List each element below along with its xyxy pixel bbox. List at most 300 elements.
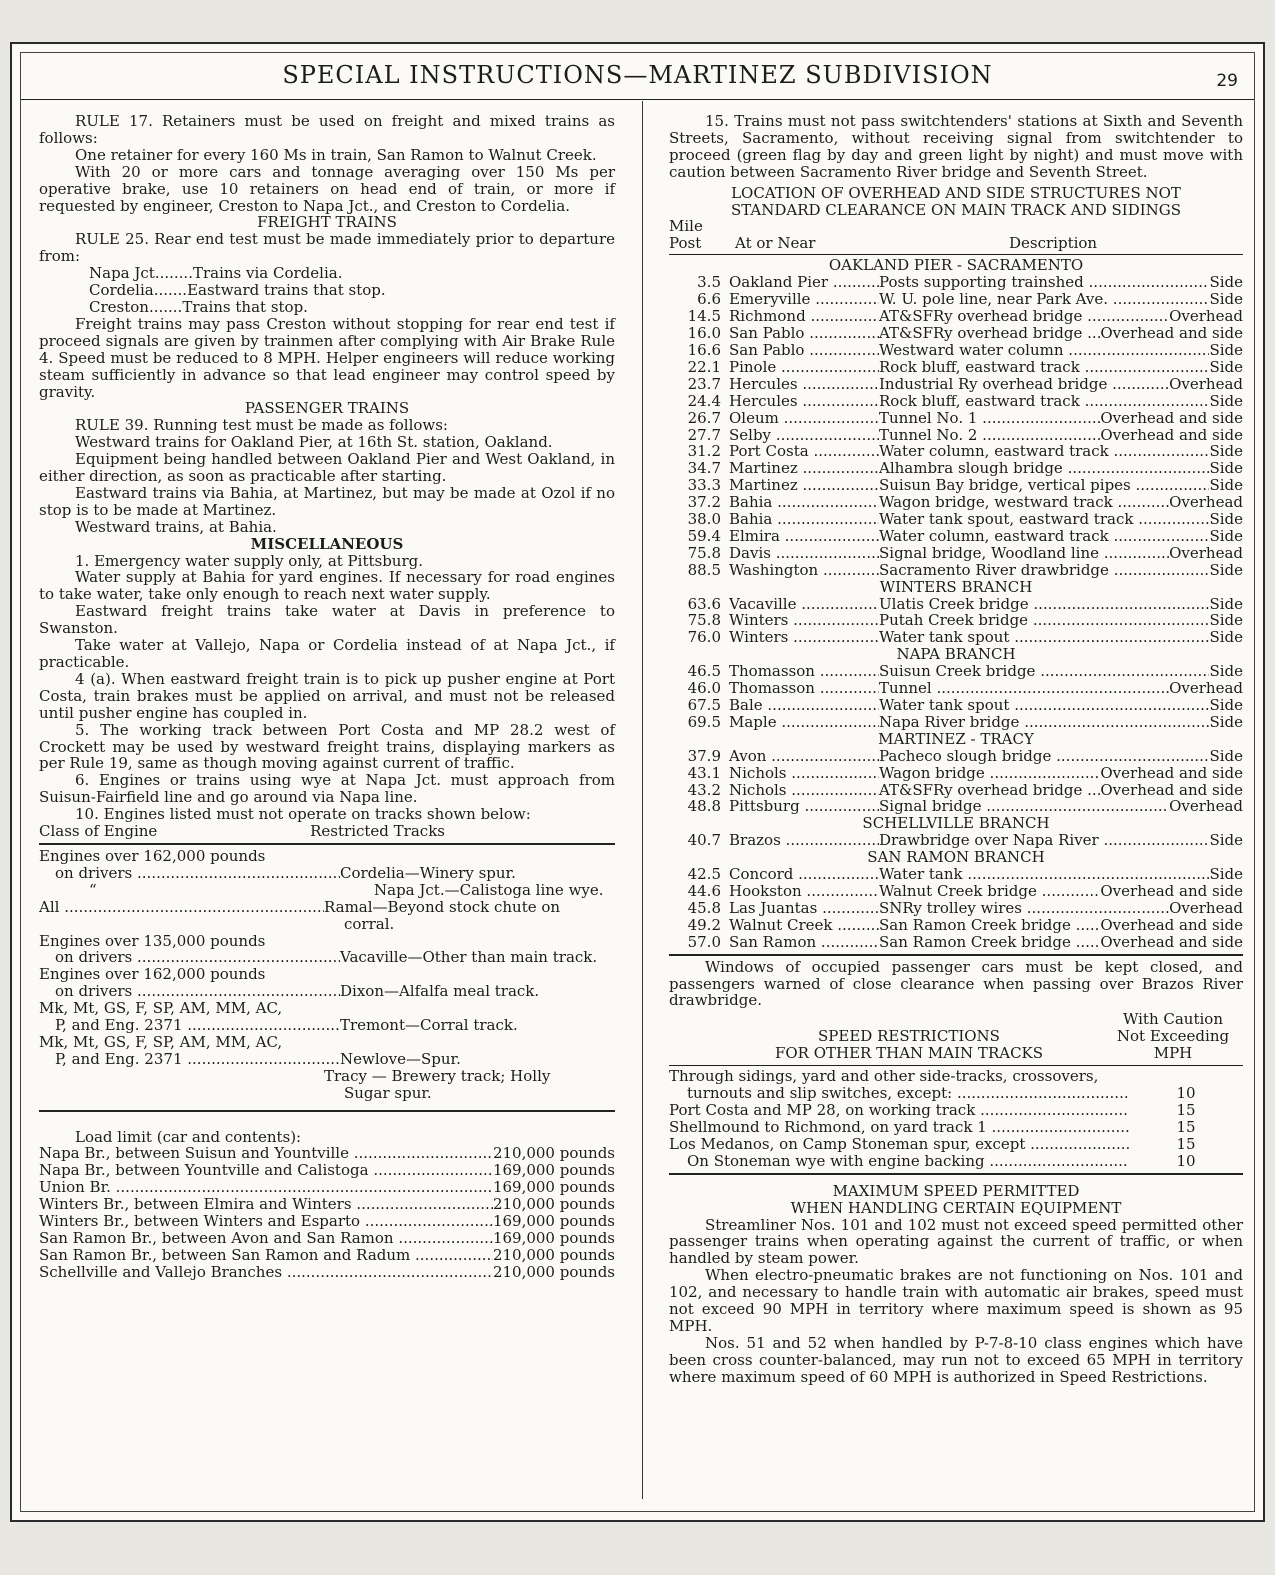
at-or-near: Richmond ..... [729, 308, 879, 325]
clearance-bottom-rule [669, 954, 1243, 956]
clearance-row [669, 274, 1243, 291]
clearance-row [669, 528, 1243, 545]
clearance-row [669, 917, 1243, 934]
engine-table-line [39, 966, 615, 983]
at-or-near: Thomasson ..... [729, 663, 879, 680]
mile-post: 43.1 [687, 764, 721, 782]
clearance-type: Side [1209, 511, 1243, 528]
speed-mph: 15 [1176, 1135, 1196, 1153]
at-or-near: Emeryville ..... [729, 291, 879, 308]
speed-row [669, 1068, 1243, 1085]
at-or-near: Oleum ..... [729, 410, 879, 427]
page-sheet [10, 42, 1265, 1522]
clearance-type: Side [1209, 713, 1243, 731]
clearance-row [669, 697, 1243, 714]
at-or-near: Elmira ..... [729, 528, 879, 545]
engine-table-rule [39, 843, 615, 845]
clearance-type: Overhead and side [1100, 933, 1243, 951]
at-or-near-column-header: At or Near [735, 234, 816, 253]
clearance-type: Overhead [1169, 680, 1243, 697]
structure-description: Posts supporting trainshed ..... [879, 274, 1209, 291]
load-limit-section: San Ramon Br., between San Ramon and Radum ..... [39, 1247, 493, 1264]
speed-restrictions-header [669, 1011, 1243, 1063]
misc-item: 10. Engines listed must not operate on tracks shown below: [75, 805, 531, 824]
max-speed-heading: MAXIMUM SPEED PERMITTED [832, 1181, 1080, 1200]
clearance-row [669, 629, 1243, 646]
structure-description: Water tank spout, eastward track ..... [879, 511, 1209, 528]
clearance-type: Overhead [1169, 899, 1243, 917]
engine-table-row [39, 899, 615, 933]
rule-39-text: Westward trains for Oakland Pier, at 16th St. station, Oakland. [75, 433, 553, 452]
load-limit-section: Union Br. ..... [39, 1179, 493, 1196]
load-limit-row [39, 1196, 615, 1213]
structure-description: Water tank spout ..... [879, 629, 1209, 646]
clearance-type: Side [1209, 443, 1243, 461]
speed-col-header: Not Exceeding [1116, 1027, 1230, 1046]
structure-description: Westward water column ..... [879, 342, 1209, 359]
rule-17-text: One retainer for every 160 Ms in train, San Ramon to Walnut Creek. [75, 145, 597, 164]
mile-post: 14.5 [687, 308, 721, 326]
at-or-near: Bahia ..... [729, 494, 879, 511]
clearance-type: Side [1209, 747, 1243, 765]
max-speed-heading: WHEN HANDLING CERTAIN EQUIPMENT [790, 1198, 1122, 1217]
clearance-heading: STANDARD CLEARANCE ON MAIN TRACK AND SIDINGS [730, 200, 1182, 219]
mile-post: 75.8 [687, 612, 721, 630]
clearance-type: Side [1209, 527, 1243, 545]
engine-table-row [39, 1000, 615, 1034]
load-limit-rule [39, 1110, 615, 1112]
clearance-type: Side [1209, 460, 1243, 478]
load-limit-section: Napa Br., between Yountville and Calistoga ..... [39, 1162, 493, 1179]
engine-class-cell: on drivers ..... [39, 865, 340, 882]
mile-post: 46.5 [687, 663, 721, 681]
description-column-header: Description [1009, 234, 1098, 253]
clearance-row [669, 765, 1243, 782]
page-title: SPECIAL INSTRUCTIONS—MARTINEZ SUBDIVISION [282, 61, 993, 89]
mile-post: 6.6 [697, 291, 721, 309]
speed-location: Through sidings, yard and other side-tracks, crossovers, [669, 1068, 1099, 1086]
clearance-row [669, 663, 1243, 680]
speed-table [669, 1068, 1243, 1169]
page-number: 29 [1216, 71, 1238, 91]
right-column [669, 113, 1243, 1386]
speed-location: On Stoneman wye with engine backing ..... [669, 1153, 1129, 1170]
clearance-type: Side [1209, 629, 1243, 647]
structure-description: Water tank ..... [879, 866, 1209, 883]
structure-description: Alhambra slough bridge ..... [879, 460, 1209, 477]
clearance-row [669, 832, 1243, 849]
structure-description: Industrial Ry overhead bridge ..... [879, 376, 1169, 393]
engine-table-line [39, 1034, 615, 1051]
clearance-row [669, 359, 1243, 376]
at-or-near: Winters ..... [729, 629, 879, 646]
structure-description: Sacramento River drawbridge ..... [879, 562, 1209, 579]
at-or-near: San Pablo ..... [729, 325, 879, 342]
clearance-type: Side [1209, 477, 1243, 495]
rule-25-station: Cordelia [89, 282, 154, 299]
mile-post: 67.5 [687, 697, 721, 714]
mile-post: 57.0 [687, 933, 721, 951]
engine-table-row [39, 933, 615, 967]
structure-description: Ulatis Creek bridge ..... [879, 596, 1209, 613]
mile-post: 31.2 [687, 443, 721, 461]
leader-dots: ....... [148, 298, 183, 316]
clearance-type: Overhead [1169, 308, 1243, 326]
clearance-row [669, 714, 1243, 731]
clearance-heading: LOCATION OF OVERHEAD AND SIDE STRUCTURES NOT [731, 183, 1181, 202]
load-limit-value: 210,000 pounds [492, 1196, 615, 1214]
misc-item: 1. Emergency water supply only, at Pittsburg. [75, 551, 424, 570]
clearance-row [669, 393, 1243, 410]
at-or-near: Nichols ..... [729, 765, 879, 782]
at-or-near: Hookston ..... [729, 883, 879, 900]
restricted-track-cell: Tremont—Corral track. [340, 1017, 518, 1034]
at-or-near: Concord ..... [729, 866, 879, 883]
speed-mph: 15 [1176, 1102, 1196, 1120]
passenger-trains-heading: PASSENGER TRAINS [244, 399, 410, 418]
miscellaneous-block [39, 553, 615, 824]
leader-dots: ....... [153, 282, 188, 299]
engine-class-cell [39, 1085, 324, 1102]
structure-description: Rock bluff, eastward track ..... [879, 393, 1209, 410]
engine-class-cell: Engines over 162,000 pounds [39, 847, 266, 865]
load-limit-value: 210,000 pounds [492, 1246, 615, 1264]
clearance-row [669, 900, 1243, 917]
restricted-tracks-column-header: Restricted Tracks [310, 822, 445, 841]
speed-row [669, 1119, 1243, 1136]
at-or-near: Port Costa ..... [729, 443, 879, 460]
clearance-row [669, 545, 1243, 562]
restricted-track-cell: Sugar spur. [344, 1084, 432, 1102]
at-or-near: Thomasson ..... [729, 680, 879, 697]
engine-class-cell: on drivers ..... [39, 983, 340, 1000]
clearance-row [669, 427, 1243, 444]
engine-class-cell: Engines over 135,000 pounds [39, 932, 266, 950]
engine-class-cell: on drivers ..... [39, 949, 340, 966]
restricted-track-cell: Newlove—Spur. [340, 1050, 461, 1068]
at-or-near: Hercules ..... [729, 376, 879, 393]
clearance-row [669, 460, 1243, 477]
at-or-near: Washington ..... [729, 562, 879, 579]
mile-post: 59.4 [687, 527, 721, 545]
structure-description: Water column, eastward track ..... [879, 528, 1209, 545]
engine-table-line [39, 916, 615, 933]
column-divider [642, 101, 643, 1499]
clearance-row [669, 325, 1243, 342]
mile-post: 42.5 [687, 866, 721, 883]
mile-post: 63.6 [687, 595, 721, 613]
speed-heading: SPEED RESTRICTIONS [818, 1027, 1000, 1046]
clearance-row [669, 748, 1243, 765]
load-limit-heading: Load limit (car and contents): [75, 1127, 302, 1146]
engine-class-cell: P, and Eng. 2371 ..... [39, 1017, 340, 1034]
speed-mph: 10 [1176, 1085, 1196, 1103]
rule-17-heading: RULE 17. Retainers must be used on freight and mixed trains as follows: [39, 112, 615, 147]
clearance-type: Overhead [1169, 375, 1243, 393]
clearance-type: Side [1209, 832, 1243, 850]
misc-item: Eastward freight trains take water at Davis in preference to Swanston. [39, 602, 615, 638]
clearance-row [669, 680, 1243, 697]
at-or-near: Martinez ..... [729, 477, 879, 494]
load-limit-row [39, 1264, 615, 1281]
at-or-near: Pittsburg ..... [729, 798, 879, 815]
structure-description: AT&SFRy overhead bridge ..... [879, 782, 1100, 799]
structure-description: Tunnel No. 2 ..... [879, 427, 1100, 444]
speed-mph: 15 [1176, 1119, 1196, 1136]
clearance-type: Overhead and side [1100, 764, 1243, 782]
structure-description: Suisun Creek bridge ..... [879, 663, 1209, 680]
clearance-row [669, 612, 1243, 629]
structure-description: Putah Creek bridge ..... [879, 612, 1209, 629]
mile-post: 75.8 [687, 544, 721, 562]
clearance-section-heading: NAPA BRANCH [896, 645, 1016, 664]
structure-description: Drawbridge over Napa River ..... [879, 832, 1209, 849]
mile-post: 69.5 [687, 713, 721, 731]
load-limit-value: 210,000 pounds [492, 1263, 615, 1281]
at-or-near: Hercules ..... [729, 393, 879, 410]
rule-25-list [39, 265, 615, 316]
clearance-section-heading: MARTINEZ - TRACY [878, 729, 1034, 748]
at-or-near: Nichols ..... [729, 782, 879, 799]
speed-heading: FOR OTHER THAN MAIN TRACKS [774, 1044, 1044, 1063]
engine-table-line [39, 1017, 615, 1034]
at-or-near: Brazos ..... [729, 832, 879, 849]
speed-col-header: MPH [1153, 1044, 1193, 1063]
clearance-rule [669, 254, 1243, 255]
mile-post: 37.9 [687, 747, 721, 765]
load-limit-value: 169,000 pounds [492, 1162, 615, 1180]
speed-location: Port Costa and MP 28, on working track ..... [669, 1102, 1129, 1119]
restricted-track-cell: Ramal—Beyond stock chute on [324, 898, 561, 916]
rule-17-text: With 20 or more cars and tonnage averaging over 150 Ms per operative brake, use 10 retainers on head end of train, or more if requested by engineer, Creston to Napa Jct., and Creston to Cordelia. [39, 162, 615, 215]
at-or-near: Vacaville ..... [729, 596, 879, 613]
structure-description: Tunnel No. 1 ..... [879, 410, 1100, 427]
speed-location: turnouts and slip switches, except: ..... [669, 1085, 1129, 1102]
structure-description: W. U. pole line, near Park Ave. ..... [879, 291, 1209, 308]
restricted-track-cell: Napa Jct.—Calistoga line wye. [374, 881, 604, 899]
load-limit-section: Napa Br., between Suisun and Yountville ..... [39, 1145, 493, 1162]
rule-25-item [39, 282, 615, 299]
at-or-near: Selby ..... [729, 427, 879, 444]
speed-location: Shellmound to Richmond, on yard track 1 ..... [669, 1119, 1129, 1136]
speed-rule [669, 1065, 1243, 1066]
engine-table-line [39, 1085, 615, 1102]
engine-table-line [39, 1000, 615, 1017]
clearance-row [669, 477, 1243, 494]
mile-post: 46.0 [687, 680, 721, 697]
clearance-section-heading: WINTERS BRANCH [879, 577, 1033, 596]
clearance-type: Overhead and side [1100, 781, 1243, 799]
clearance-type: Side [1209, 358, 1243, 376]
misc-item: 5. The working track between Port Costa and MP 28.2 west of Crockett may be used by westward freight trains, displaying markers as per Rule 19, same as though moving against current of traffic. [39, 720, 615, 773]
windows-note: Windows of occupied passenger cars must be kept closed, and passengers warned of close clearance when passing over Brazos River drawbridge. [669, 957, 1243, 1010]
load-limit-section: Schellville and Vallejo Branches ..... [39, 1264, 493, 1281]
speed-mph: 10 [1176, 1152, 1196, 1170]
engine-class-cell: All ..... [39, 899, 324, 916]
clearance-type: Side [1209, 595, 1243, 613]
engine-table-line [39, 933, 615, 950]
clearance-type: Overhead and side [1100, 882, 1243, 900]
load-limit-value: 169,000 pounds [492, 1230, 615, 1247]
rule-39-text: RULE 39. Running test must be made as follows: [75, 416, 448, 435]
load-limit-value: 169,000 pounds [492, 1213, 615, 1230]
max-speed-text: Nos. 51 and 52 when handled by P-7-8-10 class engines which have been cross counter-balanced, may run not to exceed 65 MPH in territory where maximum speed of 60 MPH is authorized in Speed Restrictions. [669, 1333, 1243, 1386]
speed-col-header: With Caution [1122, 1010, 1223, 1029]
leader-dots: ....... [159, 265, 193, 283]
mile-post: 22.1 [687, 358, 721, 376]
mile-post: 33.3 [687, 477, 721, 495]
rule-39-text: Eastward trains via Bahia, at Martinez, but may be made at Ozol if no stop is to be made at Martinez. [39, 483, 615, 519]
structure-description: San Ramon Creek bridge ..... [879, 917, 1100, 934]
speed-row [669, 1136, 1243, 1153]
rule-25-text: Eastward trains that stop. [187, 282, 386, 299]
engine-table-line [39, 1051, 615, 1068]
clearance-type: Side [1209, 392, 1243, 410]
structure-description: Signal bridge, Woodland line ..... [879, 545, 1169, 562]
clearance-row [669, 866, 1243, 883]
engine-table-row [39, 966, 615, 1000]
mile-post: 16.6 [687, 341, 721, 359]
mile-post: 76.0 [687, 629, 721, 647]
at-or-near: Oakland Pier ..... [729, 274, 879, 291]
at-or-near: San Pablo ..... [729, 342, 879, 359]
speed-bottom-rule [669, 1173, 1243, 1175]
structure-description: Wagon bridge ..... [879, 765, 1100, 782]
structure-description: SNRy trolley wires ..... [879, 900, 1169, 917]
engine-class-column-header: Class of Engine [39, 822, 158, 841]
misc-item: 4 (a). When eastward freight train is to pick up pusher engine at Port Costa, train brakes must be applied on arrival, and must not be released until pusher engine has coupled in. [39, 669, 615, 722]
mile-post: 48.8 [687, 798, 721, 816]
rule-25-item [39, 299, 615, 316]
clearance-row [669, 342, 1243, 359]
clearance-row [669, 376, 1243, 393]
page-frame [20, 52, 1255, 1512]
mile-post: 26.7 [687, 409, 721, 427]
engine-table-row [39, 1068, 615, 1102]
load-limit-row [39, 1179, 615, 1196]
structure-description: San Ramon Creek bridge ..... [879, 934, 1100, 951]
load-limit-section: San Ramon Br., between Avon and San Ramon ..... [39, 1230, 493, 1247]
restricted-track-cell: Tracy — Brewery track; Holly [324, 1067, 551, 1085]
structure-description: Walnut Creek bridge ..... [879, 883, 1100, 900]
clearance-column-headers [669, 218, 1243, 252]
at-or-near: Walnut Creek ..... [729, 917, 879, 934]
at-or-near: Martinez ..... [729, 460, 879, 477]
misc-item: Water supply at Bahia for yard engines. If necessary for road engines to take water, take only enough to reach next water supply. [39, 568, 615, 604]
load-limit-value: 169,000 pounds [492, 1179, 615, 1197]
engine-table-line [39, 983, 615, 1000]
freight-trains-heading: FREIGHT TRAINS [257, 213, 397, 232]
engine-class-cell: Engines over 162,000 pounds [39, 966, 266, 984]
load-limit-section: Winters Br., between Winters and Esparto ..... [39, 1213, 493, 1230]
load-limit-row [39, 1247, 615, 1264]
rule-25-text: Trains via Cordelia. [192, 265, 343, 283]
post-column-header: Post [669, 234, 702, 253]
mile-post: 3.5 [697, 274, 721, 292]
engine-class-cell [39, 1068, 324, 1085]
clearance-row [669, 883, 1243, 900]
at-or-near: Davis ..... [729, 545, 879, 562]
clearance-row [669, 494, 1243, 511]
clearance-type: Overhead [1169, 798, 1243, 816]
clearance-type: Overhead and side [1100, 916, 1243, 934]
engine-table-row [39, 882, 615, 899]
structure-description: Water tank spout ..... [879, 697, 1209, 714]
structure-description: Wagon bridge, westward track ..... [879, 494, 1169, 511]
clearance-table [669, 257, 1243, 950]
structure-description: Signal bridge ..... [879, 798, 1169, 815]
speed-mph [1129, 1068, 1243, 1085]
structure-description: AT&SFRy overhead bridge ..... [879, 325, 1100, 342]
clearance-row [669, 798, 1243, 815]
mile-post: 88.5 [687, 561, 721, 579]
at-or-near: Maple ..... [729, 714, 879, 731]
load-limit-row [39, 1213, 615, 1230]
clearance-type: Side [1209, 341, 1243, 359]
mile-column-header: Mile [669, 217, 703, 236]
load-limit-list [39, 1145, 615, 1280]
structure-description: Water column, eastward track ..... [879, 443, 1209, 460]
engine-class-cell: P, and Eng. 2371 ..... [39, 1051, 340, 1068]
spacer [39, 1115, 615, 1129]
engine-class-cell: Mk, Mt, GS, F, SP, AM, MM, AC, [39, 1033, 283, 1051]
clearance-section-heading: SAN RAMON BRANCH [867, 848, 1045, 867]
mile-post: 40.7 [687, 832, 721, 850]
rule-25-item [39, 265, 615, 282]
mile-post: 38.0 [687, 511, 721, 528]
rule-25-note: Freight trains may pass Creston without stopping for rear end test if proceed signals are given by trainmen after complying with Air Brake Rule 4. Speed must be reduced to 8 MPH. Helper engineers will reduce working steam sufficiently in advance so that lead engineer may control speed by gravity. [39, 314, 615, 401]
restricted-track-cell: Dixon—Alfalfa meal track. [340, 983, 540, 1001]
structure-description: Napa River bridge ..... [879, 714, 1209, 731]
load-limit-section: Winters Br., between Elmira and Winters ..... [39, 1196, 493, 1213]
structure-description: Suisun Bay bridge, vertical pipes ..... [879, 477, 1209, 494]
rule-39-text: Westward trains, at Bahia. [75, 517, 277, 536]
misc-item: 6. Engines or trains using wye at Napa Jct. must approach from Suisun-Fairfield line and go around via Napa line. [39, 771, 615, 807]
clearance-section-heading: SCHELLVILLE BRANCH [862, 814, 1050, 833]
clearance-type: Side [1209, 274, 1243, 292]
clearance-row [669, 443, 1243, 460]
clearance-type: Overhead and side [1100, 409, 1243, 427]
speed-row [669, 1085, 1243, 1102]
rule-25-station: Napa Jct. [89, 265, 160, 283]
miscellaneous-heading: MISCELLANEOUS [250, 534, 404, 553]
engine-table-line [39, 949, 615, 966]
engine-table [39, 848, 615, 1102]
structure-description: AT&SFRy overhead bridge ..... [879, 308, 1169, 325]
engine-class-cell [39, 916, 324, 933]
at-or-near: Avon ..... [729, 748, 879, 765]
clearance-row [669, 291, 1243, 308]
mile-post: 44.6 [687, 882, 721, 900]
restricted-track-cell: Cordelia—Winery spur. [340, 864, 516, 882]
mile-post: 45.8 [687, 899, 721, 917]
at-or-near: Las Juantas ..... [729, 900, 879, 917]
rule-39-block [39, 417, 615, 535]
engine-class-cell: “ [89, 881, 97, 899]
speed-location: Los Medanos, on Camp Stoneman spur, except ..... [669, 1136, 1129, 1153]
page-header [21, 57, 1254, 99]
structure-description: Rock bluff, eastward track ..... [879, 359, 1209, 376]
mile-post: 27.7 [687, 426, 721, 444]
engine-class-cell: Mk, Mt, GS, F, SP, AM, MM, AC, [39, 1000, 283, 1018]
clearance-row [669, 410, 1243, 427]
max-speed-text: When electro-pneumatic brakes are not functioning on Nos. 101 and 102, and necessary to handle train with automatic air brakes, speed must not exceed 90 MPH in territory where maximum speed is shown as 95 MPH. [669, 1266, 1243, 1335]
rule-25-text: RULE 25. Rear end test must be made immediately prior to departure from: [39, 230, 615, 266]
engine-table-line [39, 882, 615, 899]
clearance-type: Side [1209, 697, 1243, 714]
engine-table-line [39, 1068, 615, 1085]
clearance-type: Overhead and side [1100, 325, 1243, 342]
